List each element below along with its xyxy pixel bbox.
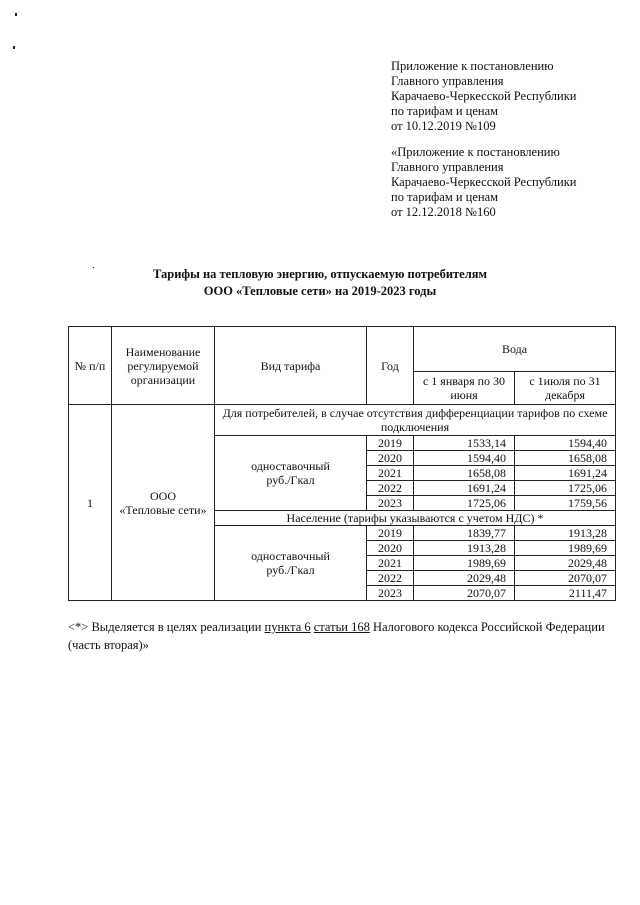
year-cell: 2019 (367, 526, 414, 541)
title-line-1: Тарифы на тепловую энергию, отпускаемую потребителям (152, 267, 488, 281)
appendix-line: по тарифам и ценам (391, 104, 499, 118)
org-name-line: ООО (150, 488, 176, 503)
org-name-line: «Тепловые сети» (119, 502, 207, 517)
title-line-2: ООО «Тепловые сети» на 2019-2023 годы (203, 284, 437, 298)
tariff-value: 2029,48 (515, 556, 616, 571)
year-cell: 2021 (367, 466, 414, 481)
appendix-line: «Приложение к постановлению (391, 145, 560, 159)
tariff-value: 1989,69 (414, 556, 515, 571)
appendix-line: Карачаево-Черкесской Республики (391, 89, 577, 103)
scan-mark (13, 46, 15, 49)
header-year: Год (367, 327, 414, 405)
header-org: Наименование регулируемой организации (112, 327, 215, 405)
appendix-current (391, 59, 576, 134)
header-num: № п/п (69, 327, 112, 405)
appendix-line: Главного управления (391, 160, 504, 174)
row-number: 1 (69, 405, 112, 601)
tariff-type-cell (215, 526, 367, 601)
tariff-value: 1725,06 (414, 496, 515, 511)
tariff-value: 1533,14 (414, 436, 515, 451)
footnote-suffix: Налогового кодекса Российской Федерации (часть вторая)» (68, 620, 605, 652)
tariff-value: 1658,08 (515, 451, 616, 466)
year-cell: 2019 (367, 436, 414, 451)
document-title (0, 266, 640, 300)
group-caption: Для потребителей, в случае отсутствия дифференциации тарифов по схеме подключения (215, 405, 616, 436)
footnote-link-article[interactable]: статьи 168 (313, 620, 370, 634)
appendix-previous (391, 145, 576, 220)
footnote-link-article-point[interactable]: пункта 6 (264, 620, 311, 634)
year-cell: 2023 (367, 586, 414, 601)
appendix-line: от 10.12.2019 №109 (391, 119, 496, 133)
year-cell: 2022 (367, 481, 414, 496)
year-cell: 2022 (367, 571, 414, 586)
tariff-value: 1691,24 (414, 481, 515, 496)
tariff-value: 1913,28 (414, 541, 515, 556)
year-cell: 2020 (367, 541, 414, 556)
footnote (68, 618, 628, 654)
tariff-value: 1691,24 (515, 466, 616, 481)
tariff-value: 2070,07 (414, 586, 515, 601)
header-period-2: с 1июля по 31 декабря (515, 372, 616, 405)
tariff-unit-line: руб./Гкал (266, 563, 315, 577)
header-period-1: с 1 января по 30 июня (414, 372, 515, 405)
tariff-value: 1913,28 (515, 526, 616, 541)
year-cell: 2020 (367, 451, 414, 466)
tariffs-table (68, 326, 616, 601)
year-cell: 2021 (367, 556, 414, 571)
scan-mark (15, 13, 17, 16)
tariff-type-line: одноставочный (251, 549, 330, 563)
appendix-line: Приложение к постановлению (391, 59, 554, 73)
header-row (69, 327, 616, 372)
tariff-value: 1725,06 (515, 481, 616, 496)
footnote-prefix: <*> Выделяется в целях реализации (68, 620, 265, 634)
tariff-unit-line: руб./Гкал (266, 473, 315, 487)
appendix-line: Главного управления (391, 74, 504, 88)
tariff-value: 2070,07 (515, 571, 616, 586)
table-row (69, 405, 616, 436)
tariff-value: 1759,56 (515, 496, 616, 511)
appendix-line: по тарифам и ценам (391, 190, 499, 204)
tariff-type-cell (215, 436, 367, 511)
tariff-value: 1594,40 (515, 436, 616, 451)
tariff-value: 1594,40 (414, 451, 515, 466)
header-tariff-type: Вид тарифа (215, 327, 367, 405)
tariff-value: 1839,77 (414, 526, 515, 541)
appendix-line: от 12.12.2018 №160 (391, 205, 496, 219)
tariff-type-line: одноставочный (251, 459, 330, 473)
tariff-value: 1658,08 (414, 466, 515, 481)
tariff-value: 1989,69 (515, 541, 616, 556)
appendix-line: Карачаево-Черкесской Республики (391, 175, 577, 189)
org-name (112, 405, 215, 601)
tariff-value: 2111,47 (515, 586, 616, 601)
group-caption: Население (тарифы указываются с учетом НДС) * (215, 511, 616, 526)
header-water: Вода (414, 327, 616, 372)
year-cell: 2023 (367, 496, 414, 511)
tariff-value: 2029,48 (414, 571, 515, 586)
